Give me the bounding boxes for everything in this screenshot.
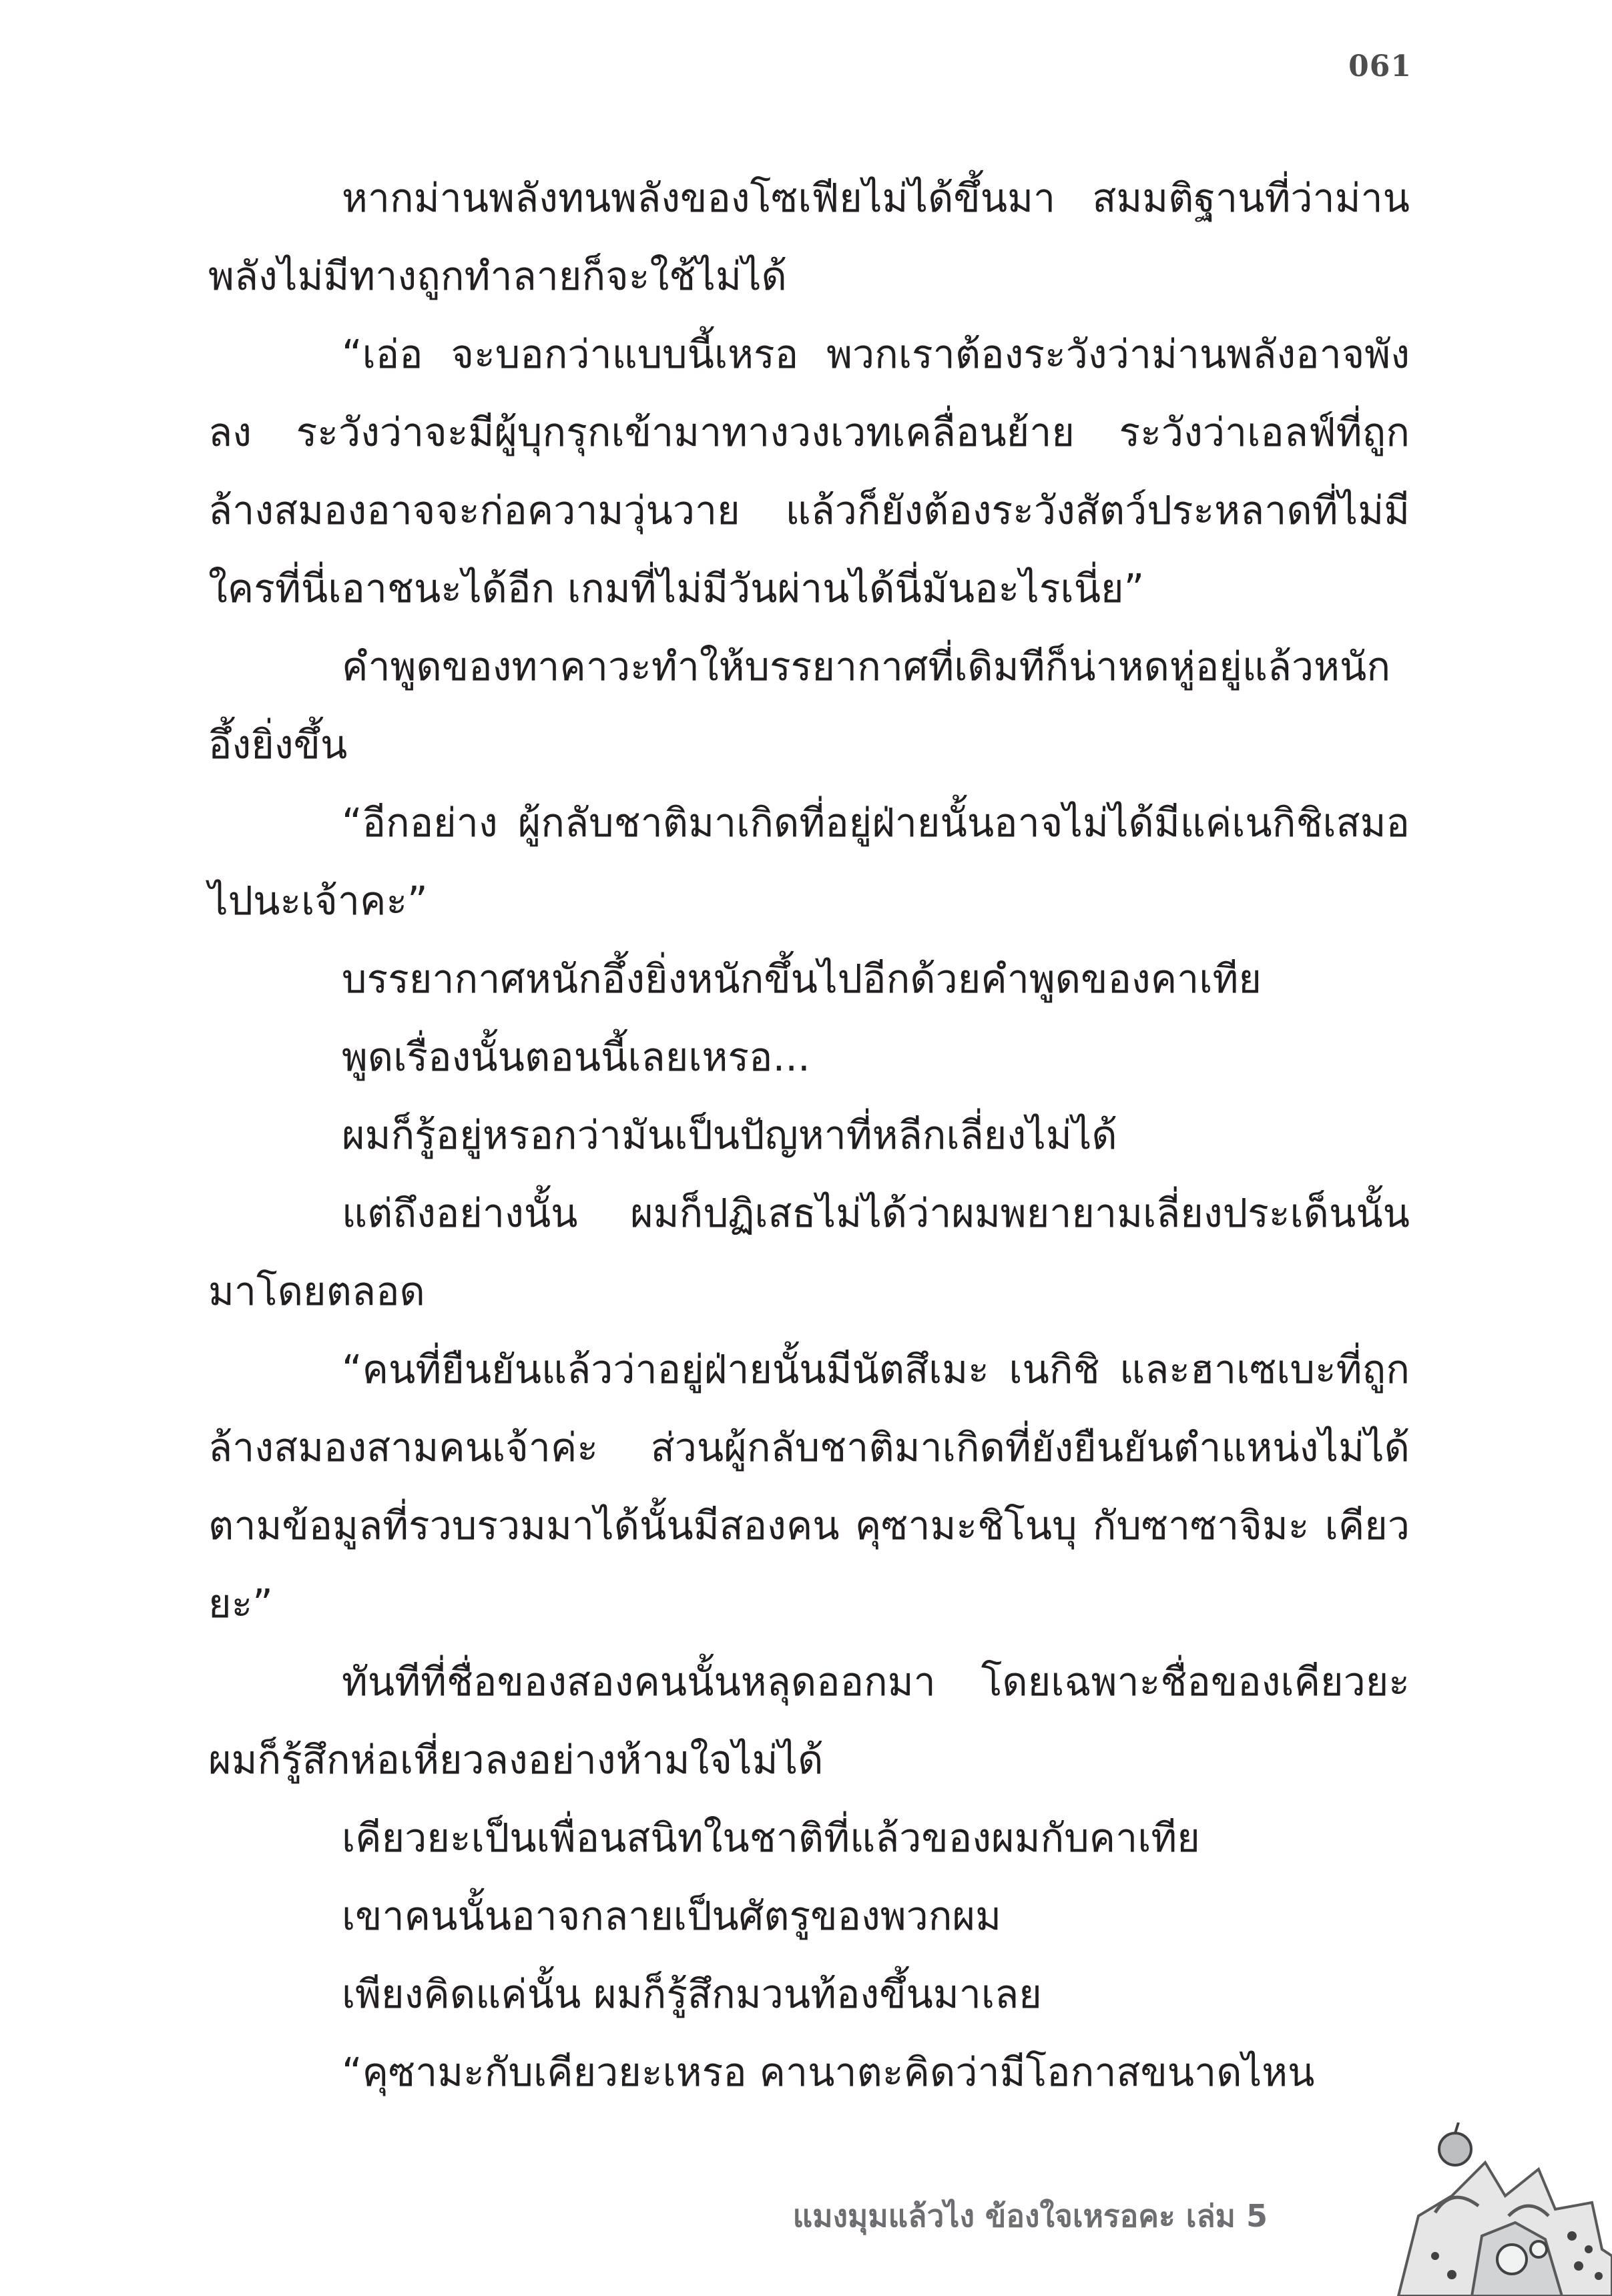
- paragraph: บรรยากาศหนักอึ้งยิ่งหนักขึ้นไปอีกด้วยคำพูดของคาเทีย: [342, 956, 1262, 1002]
- spider-character-icon: [1372, 2122, 1612, 2296]
- paragraph: ผมก็รู้อยู่หรอกว่ามันเป็นปัญหาที่หลีกเลี่ยงไม่ได้: [342, 1112, 1117, 1158]
- paragraph: หากม่านพลังทนพลังของโซเฟียไม่ได้ขึ้นมา สมมติฐานที่ว่าม่านพลังไม่มีทางถูกทำลายก็จะใช้ไม่ได้: [208, 175, 1410, 299]
- paragraph: “คนที่ยืนยันแล้วว่าอยู่ฝ่ายนั้นมีนัตสึเมะ เนกิชิ และฮาเซเบะที่ถูกล้างสมองสามคนเจ้าค่ะ ส่วนผู้กลับชาติมาเกิดที่ยังยืนยันตำแหน่งไม่ได้ตามข้อมูลที่รวบรวมมาได้นั้นมีสองคน คุซามะชิโนบุ กับซาซาจิมะ เคียวยะ”: [208, 1346, 1410, 1627]
- footer-book-title: แมงมุมแล้วไง ข้องใจเหรอคะ เล่ม 5: [792, 2198, 1268, 2234]
- paragraph: ทันทีที่ชื่อของสองคนนั้นหลุดออกมา โดยเฉพาะชื่อของเคียวยะ ผมก็รู้สึกห่อเหี่ยวลงอย่างห้ามใจไม่ได้: [208, 1659, 1410, 1783]
- paragraph: เพียงคิดแค่นั้น ผมก็รู้สึกมวนท้องขึ้นมาเลย: [342, 1971, 1042, 2017]
- paragraph: คำพูดของทาคาวะทำให้บรรยากาศที่เดิมทีก็น่าหดหู่อยู่แล้วหนักอึ้งยิ่งขึ้น: [208, 643, 1391, 768]
- paragraph: พูดเรื่องนั้นตอนนี้เลยเหรอ...: [342, 1034, 810, 1080]
- paragraph: “เอ่อ จะบอกว่าแบบนี้เหรอ พวกเราต้องระวังว่าม่านพลังอาจพังลง ระวังว่าจะมีผู้บุกรุกเข้ามาทางวงเวทเคลื่อนย้าย ระวังว่าเอลฟ์ที่ถูกล้างสมองอาจจะก่อความวุ่นวาย แล้วก็ยังต้องระวังสัตว์ประหลาดที่ไม่มีใครที่นี่เอาชนะได้อีก เกมที่ไม่มีวันผ่านได้นี่มันอะไรเนี่ย”: [208, 331, 1410, 611]
- paragraph: เคียวยะเป็นเพื่อนสนิทในชาติที่แล้วของผมกับคาเทีย: [342, 1815, 1200, 1861]
- paragraph: แต่ถึงอย่างนั้น ผมก็ปฏิเสธไม่ได้ว่าผมพยายามเลี่ยงประเด็นนั้นมาโดยตลอด: [208, 1190, 1410, 1314]
- page-number: 061: [1348, 49, 1412, 83]
- body-text: [208, 159, 1410, 2111]
- paragraph: “อีกอย่าง ผู้กลับชาติมาเกิดที่อยู่ฝ่ายนั้นอาจไม่ได้มีแค่เนกิชิเสมอไปนะเจ้าคะ”: [208, 800, 1410, 924]
- paragraph: “คุซามะกับเคียวยะเหรอ คานาตะคิดว่ามีโอกาสขนาดไหน: [342, 2049, 1315, 2095]
- paragraph: เขาคนนั้นอาจกลายเป็นศัตรูของพวกผม: [342, 1893, 1001, 1939]
